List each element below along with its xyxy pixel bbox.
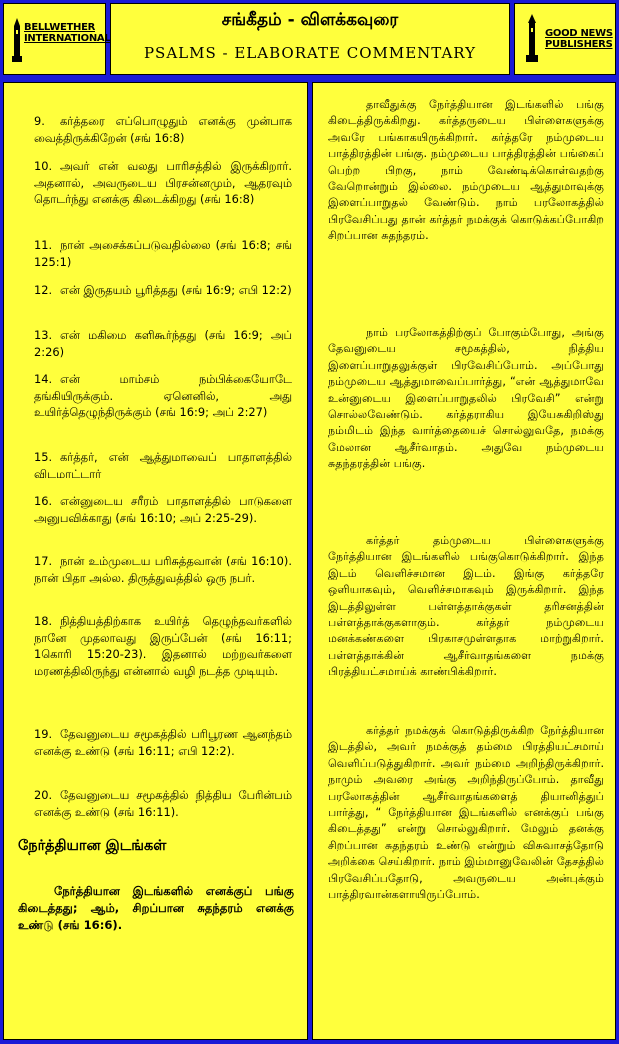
tower-icon: [11, 18, 23, 62]
page-title-tamil: சங்கீதம் - விளக்கவுரை: [221, 10, 399, 30]
list-item: 17. நான் உம்முடைய பரிசுத்தவான் (சங் 16:10). நான் பிதா அல்ல. திருத்துவத்தில் ஒரு நபர்.: [34, 554, 292, 585]
list-item: 16. என்னுடைய சரீரம் பாதாளத்தில் பாடுகளை அனுபவிக்காது (சங் 16:10; அப் 2:25-29).: [34, 494, 292, 525]
logo-line-2: PUBLISHERS: [545, 39, 613, 50]
list-item: 9. கர்த்தரை எப்பொழுதும் எனக்கு முன்பாக வைத்திருக்கிறேன் (சங் 16:8): [34, 114, 292, 145]
list-item: 11. நான் அசைக்கப்படுவதில்லை (சங் 16:8; சங் 125:1): [34, 238, 292, 269]
right-logo-box: [514, 3, 616, 75]
section-title: நேர்த்தியான இடங்கள்: [18, 838, 167, 854]
bold-paragraph: நேர்த்தியான இடங்களில் எனக்குப் பங்கு கிடைத்தது; ஆம், சிறப்பான சுதந்தரம் எனக்கு உண்டு (சங் 16:6).: [18, 884, 294, 932]
list-item: 18. நித்தியத்திற்காக உயிர்த் தெழுந்தவர்களில் நானே முதலாவது இருப்பேன் (சங் 16:11; 1கொரி 15:20-23). இதனால் மற்றவர்களை மரணத்திலிருந்து என்னால் வழி நடத்த முடியும்.: [34, 614, 292, 678]
paragraph: கர்த்தர் நமக்குக் கொடுத்திருக்கிற நேர்த்தியான இடத்தில், அவர் நமக்குத் தம்மை பிரத்தியட்சமாய் வெளிப்படுத்துகிறார். அவர் நம்மை அறிந்திருக்கிறார். நாமும் அவரை அங்கு அறிந்திருப்போம். தாவீது பரலோகத்தின் ஆசீர்வாதங்களைத் தியானித்துப் பார்த்து, “ நேர்த்தியான இடங்களில் எனக்குப் பங்கு கிடைத்தது” என்று சொல்லுகிறார். மேலும் தனக்கு சிறப்பான சுதந்தரம் உண்டு என்றும் விசுவாசத்தோடு அறிக்கை செய்கிறார். நாம் இம்மானுவேலின் தேசத்தில் பிரவேசிப்பதோடு, அவருடைய அன்புக்கும் பாத்திரவான்களாயிருப்போம்.: [328, 724, 604, 902]
page-title-english: PSALMS - ELABORATE COMMENTARY: [143, 44, 477, 62]
list-item: 10. அவர் என் வலது பாரிசத்தில் இருக்கிறார். அதனால், அவருடைய பிரசன்னமும், ஆதரவும் தொடர்ந்து எனக்கு கிடைக்கிறது (சங் 16:8): [34, 159, 292, 206]
logo-line-1: GOOD NEWS: [545, 28, 613, 39]
list-item: 12. என் இருதயம் பூரித்தது (சங் 16:9; எபி 12:2): [34, 283, 292, 297]
list-item: 19. தேவனுடைய சமூகத்தில் பரிபூரண ஆனந்தம் எனக்கு உண்டு (சங் 16:11; எபி 12:2).: [34, 727, 292, 758]
bellwether-logo: [24, 22, 110, 44]
left-logo-box: [3, 3, 111, 75]
paragraph: தாவீதுக்கு நேர்த்தியான இடங்களில் பங்கு கிடைத்திருக்கிறது. கர்த்தருடைய பிள்ளைகளுக்கு அவரே பங்காகயிருக்கிறார். கர்த்தரே நம்முடைய பாத்திரத்தின் பங்கு. நம்முடைய பாத்திரத்தின் பங்கைப் பெற்ற பிறகு, நாம் வேண்டிக்கொள்வதற்கு வேறொன்றும் இல்லை. நம்முடைய ஆத்துமாவுக்கு இளைப்பாறுதல் வேண்டும். நாம் பரலோகத்தில் பிரவேசிப்பது தான் கர்த்தர் நமக்குக் கொடுக்கப்போகிற சிறப்பான சுதந்தரம்.: [328, 98, 604, 243]
logo-line-1: BELLWETHER: [24, 22, 96, 33]
header: [0, 0, 619, 78]
list-item: 14. என் மாம்சம் நம்பிக்கையோடே தங்கியிருக்கும். ஏனெனில், அது உயிர்த்தெழுந்திருக்கும் (சங் 16:9; அப் 2:27): [34, 372, 292, 419]
paragraph: நாம் பரலோகத்திற்குப் போகும்போது, அங்கு தேவனுடைய சமூகத்தில், நித்திய இளைப்பாறுதலுக்குள் பிரவேசிப்போம். அப்போது நம்முடைய ஆத்துமாவைப்பார்த்து, “என் ஆத்துமாவே உன்னுடைய இளைப்பாறுதலில் பிரவேசி” என்று சொல்லவேண்டும். கர்த்தராகிய இயேசுகிறிஸ்து நம்மிடம் இந்த வார்த்தையைச் சொல்லுவதே, நமக்கு மேலான ஆசீர்வாதம். அதுவே நம்முடைய சுதந்தரத்தின் பங்கு.: [328, 326, 604, 471]
logo-line-2: INTERNATIONAL: [24, 33, 111, 44]
list-item: 15. கர்த்தர், என் ஆத்துமாவைப் பாதாளத்தில் விடமாட்டார்: [34, 450, 292, 481]
title-box: [110, 3, 510, 75]
right-column: [312, 82, 616, 1040]
left-column: [3, 82, 308, 1040]
tower-icon: [525, 14, 539, 62]
list-item: 20. தேவனுடைய சமூகத்தில் நித்திய பேரின்பம் எனக்கு உண்டு (சங் 16:11).: [34, 788, 292, 819]
paragraph: கர்த்தர் தம்முடைய பிள்ளைகளுக்கு நேர்த்தியான இடங்களில் பங்குகொடுக்கிறார். இந்த இடம் வெளிச்சமான இடம். இங்கு கர்த்தரே ஒளியாகவும், வெளிச்சமாகவும் இருக்கிறார். இந்த இடத்திலுள்ள பள்ளத்தாக்குகள் தரிசனத்தின் பள்ளத்தாக்குகளாகும். கர்த்தர் நம்முடைய மனக்கண்களை பிரகாசமுள்ளதாக மாற்றுகிறார். பள்ளத்தாக்கின் ஆசீர்வாதங்களை நமக்கு பிரத்தியட்சமாய்க் காண்பிக்கிறார்.: [328, 534, 604, 679]
good-news-logo: [545, 28, 613, 50]
list-item: 13. என் மகிமை களிகூர்ந்தது (சங் 16:9; அப் 2:26): [34, 328, 292, 359]
